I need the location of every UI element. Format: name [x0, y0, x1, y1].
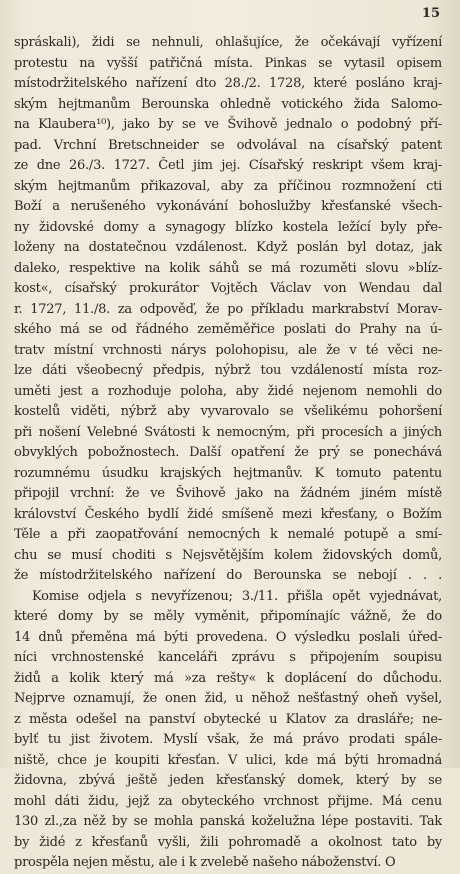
text-line: ského má se od řádného zeměměřice poslati do Prahy na ú- [14, 322, 442, 337]
text-line: bylť tu jist životem. Myslí však, že má právo prodati spále- [14, 732, 442, 747]
text-line: r. 1727, 11./8. za odpověď, že po příkladu markrabství Morav- [14, 301, 442, 317]
text-line: ze dne 26./3. 1727. Četl jim jej. Císařský reskript všem kraj- [14, 158, 442, 173]
text-line: pad. Vrchní Bretschneider se odvolával na císařský patent [14, 137, 442, 153]
text-line: prospěla nejen městu, ale i k zvelebě našeho náboženství. O [14, 855, 396, 870]
page-number: 15 [421, 6, 440, 21]
text-line: při nošení Velebné Svátosti k nemocným, při procesích a jiných [14, 424, 442, 440]
text-line: spráskali), židi se nehnuli, ohlašujíce, že očekávají vyřízení [14, 35, 442, 50]
text-line: že místodržitelského nařízení do Berounska se nebojí . . . [14, 568, 442, 583]
text-line: židů a kolik který má »za rešty« k doplácení do důchodu. [14, 670, 442, 686]
text-line: tratv místní vrchnosti nárys polohopisu, ale že v té věci ne- [14, 342, 442, 358]
text-line: loženy na dostatečnou vzdálenost. Když poslán byl dotaz, jak [14, 240, 442, 255]
text-line: židovna, zbývá ještě jeden křesťanský domek, který by se [14, 773, 442, 788]
text-line: Boží a nerušeného vykonávání bohoslužby křesťanské všech- [14, 199, 442, 214]
text-line: 130 zl.,za něž by se mohla panská koželužna lépe postaviti. Tak [14, 814, 442, 829]
text-line: 14 dnů přeměna má býti provedena. O výsledku poslali úřed- [14, 629, 442, 645]
text-line: kostelů viděti, nýbrž aby vyvarovalo se všelikému pohoršení [14, 404, 442, 419]
text-line: lze dáti všeobecný předpis, nýbrž tou vzdáleností místa roz- [14, 363, 442, 378]
text-line: Komise odjela s nevyřízenou; 3./11. přišla opět vyjednávat, [32, 588, 442, 604]
text-line: mohl dáti židu, jejž za obyteckého vrchnost přijme. Má cenu [14, 793, 442, 809]
text-line: na Klaubera¹⁰), jako by se ve Švihově jednalo o podobný pří- [14, 117, 442, 132]
text-line: Nejprve oznamují, že onen žid, u něhož nešťastný oheň vyšel, [14, 691, 442, 706]
text-line: kost«, císařský prokurátor Vojtěch Václav von Wendau dal [14, 281, 442, 296]
text-line: by židé z křesťanů vyšli, žili pohromadě a okolnost tato by [14, 834, 442, 850]
text-line: z města odešel na panství obytecké u Klatov za drasláře; ne- [14, 711, 442, 727]
text-line: obvyklých pobožnostech. Další opatření že prý se ponechává [14, 445, 442, 460]
text-line: chu se musí choditi s Nejsvětějším kolem židovských domů, [14, 547, 442, 563]
text-line: které domy by se měly vyměnit, připomínajíc vážně, že do [14, 609, 442, 624]
text-line: ny židovské domy a synagogy blízko kostela ležící byly pře- [14, 219, 442, 235]
text-line: protestu na vyšší patřičná místa. Pinkas se vytasil opisem [14, 55, 442, 71]
text-line: Těle a při zaopatřování nemocných k nemalé potupě a smí- [14, 527, 442, 542]
text-line: rozumnému úsudku krajských hejtmanův. K tomuto patentu [14, 465, 442, 481]
text-line: království Českého bydlí židé smíšeně mezi křesťany, o Božím [14, 506, 442, 522]
text-line: místodržitelského nařízení dto 28./2. 1728, které posláno kraj- [14, 76, 442, 91]
text-line: uměti jest a rozhoduje poloha, aby židé nejenom nemohli do [14, 383, 442, 399]
text-line: niště, chce je koupiti křesťan. V ulici, kde má býti hromadná [14, 752, 442, 768]
text-line: připojil vrchní: že ve Švihově jako na žádném jiném místě [14, 486, 442, 501]
text-line: níci vrchnostenské kanceláři zprávu s připojením soupisu [14, 650, 442, 665]
text-line: daleko, respektive na kolik sáhů se má rozuměti slovu »blíz- [14, 260, 442, 276]
text-line: ským hejtmanům přikazoval, aby za příčinou rozmnožení cti [14, 178, 442, 194]
body-text [14, 33, 442, 874]
text-line: ským hejtmanům Berounska ohledně votického žida Salomo- [14, 96, 442, 112]
